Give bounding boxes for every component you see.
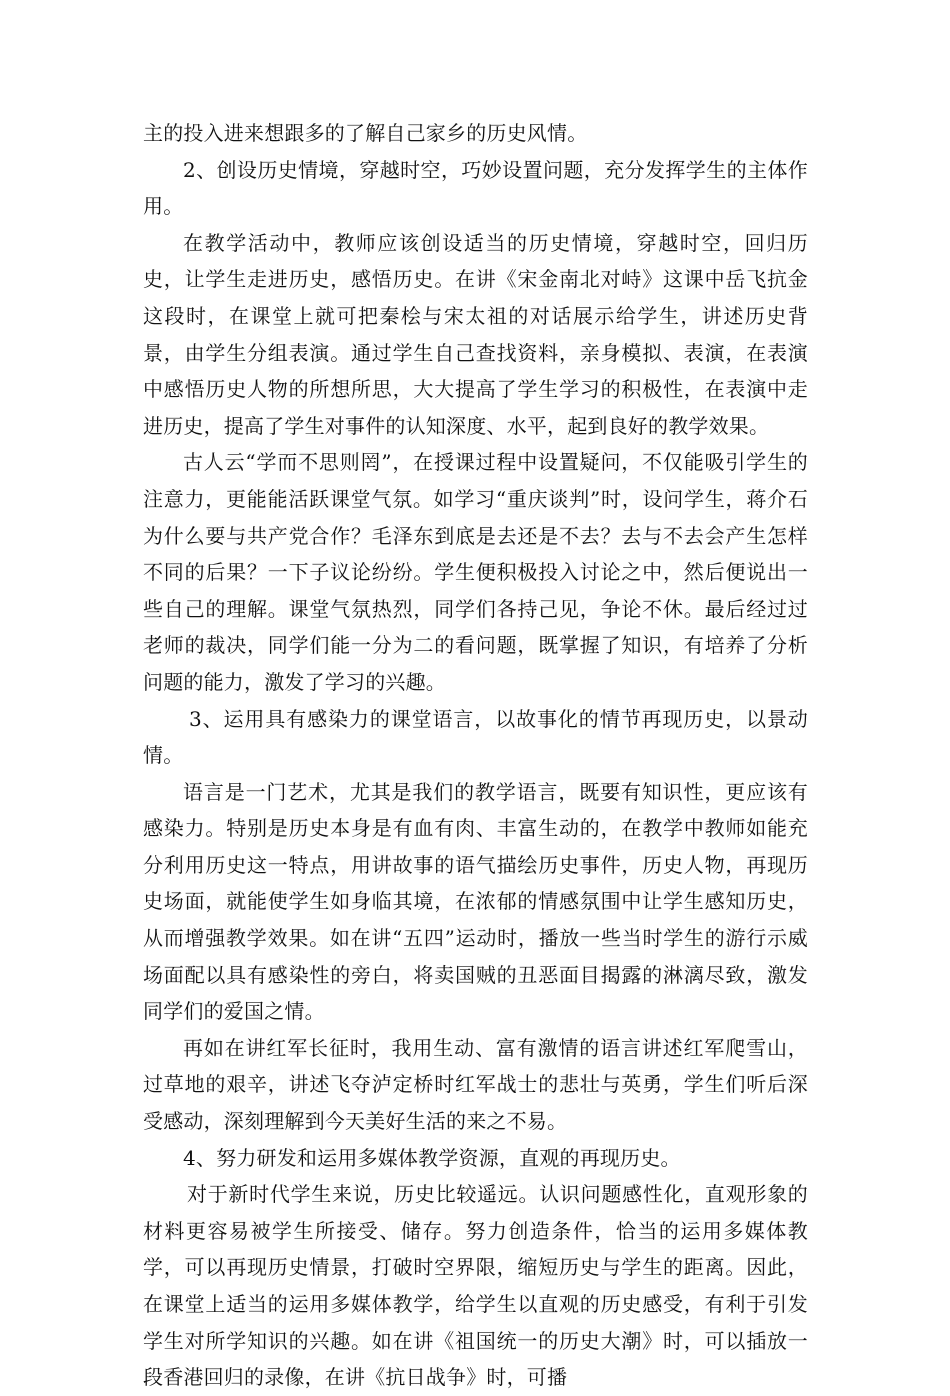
paragraph: 古人云“学而不思则罔”，在授课过程中设置疑问，不仅能吸引学生的注意力，更能能活跃课堂气氛。如学习“重庆谈判”时，设问学生，蒋介石为什么要与共产党合作？毛泽东到底是去还是不去？去与不去会产生怎样不同的后果？一下子议论纷纷。学生便积极投入讨论之中，然后便说出一些自己的理解。课堂气氛热烈，同学们各持己见，争论不休。最后经过过老师的裁决，同学们能一分为二的看问题，既掌握了知识，有培养了分析问题的能力，激发了学习的兴趣。	[143, 450, 808, 694]
paragraph: 语言是一门艺术，尤其是我们的教学语言，既要有知识性，更应该有感染力。特别是历史本身是有血有肉、丰富生动的，在教学中教师如能充分利用历史这一特点，用讲故事的语气描绘历史事件，历史人物，再现历史场面，就能使学生如身临其境，在浓郁的情感氛围中让学生感知历史，从而增强教学效果。如在讲“五四”运动时，播放一些当时学生的游行示威场面配以具有感染性的旁白，将卖国贼的丑恶面目揭露的淋漓尽致，激发同学们的爱国之情。	[143, 779, 808, 1024]
section-heading-2: 2、创设历史情境，穿越时空，巧妙设置问题，充分发挥学生的主体作用。	[143, 157, 808, 219]
paragraph: 在教学活动中，教师应该创设适当的历史情境，穿越时空，回归历史，让学生走进历史，感悟历史。在讲《宋金南北对峙》这课中岳飞抗金这段时，在课堂上就可把秦桧与宋太祖的对话展示给学生，讲述历史背景，由学生分组表演。通过学生自己查找资料，亲身模拟、表演，在表演中感悟历史人物的所想所思，大大提高了学生学习的积极性，在表演中走进历史，提高了学生对事件的认知深度、水平，起到良好的教学效果。	[143, 230, 808, 438]
document-body	[143, 115, 808, 1396]
section-heading-3: 3、运用具有感染力的课堂语言，以故事化的情节再现历史，以景动情。	[143, 706, 808, 768]
paragraph: 再如在讲红军长征时，我用生动、富有激情的语言讲述红军爬雪山，过草地的艰辛，讲述飞夺泸定桥时红军战士的悲壮与英勇，学生们听后深受感动，深刻理解到今天美好生活的来之不易。	[143, 1035, 808, 1134]
section-heading-4: 4、努力研发和运用多媒体教学资源，直观的再现历史。	[183, 1145, 681, 1170]
paragraph-continuation: 主的投入进来想跟多的了解自己家乡的历史风情。	[143, 121, 588, 145]
paragraph: 对于新时代学生来说，历史比较遥远。认识问题感性化，直观形象的材料更容易被学生所接受、储存。努力创造条件，恰当的运用多媒体教学，可以再现历史情景，打破时空界限，缩短历史与学生的距离。因此，在课堂上适当的运用多媒体教学，给学生以直观的历史感受，有利于引发学生对所学知识的兴趣。如在讲《祖国统一的历史大潮》时，可以插放一段香港回归的录像，在讲《抗日战争》时，可播	[143, 1182, 808, 1390]
